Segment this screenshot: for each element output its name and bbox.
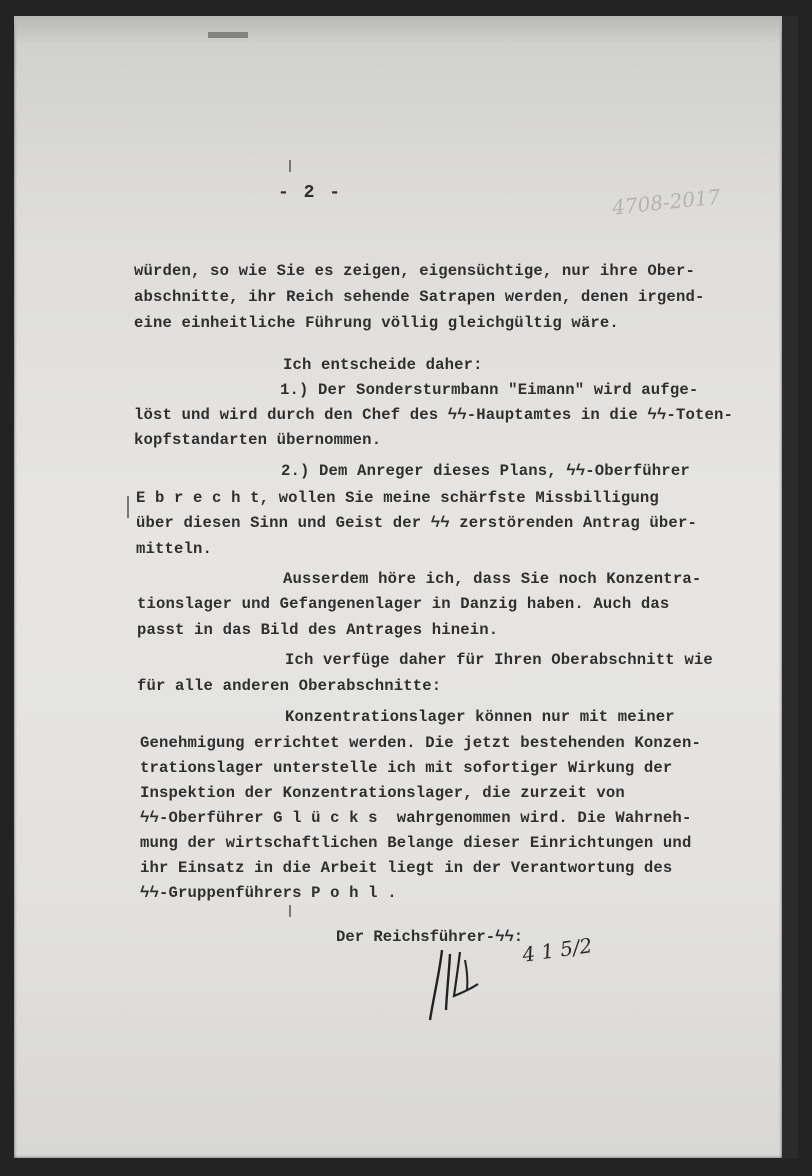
body-line: mitteln. — [136, 540, 213, 558]
body-line: Ich verfüge daher für Ihren Oberabschnitt wie — [285, 651, 713, 669]
margin-mark — [127, 496, 129, 518]
body-line: mung der wirtschaftlichen Belange dieser Einrichtungen und — [140, 834, 692, 852]
body-line: löst und wird durch den Chef des ϟϟ-Hauptamtes in die ϟϟ-Toten- — [134, 406, 733, 424]
ruler-tick — [289, 160, 291, 172]
body-line: kopfstandarten übernommen. — [134, 431, 382, 449]
body-line: 1.) Der Sondersturmbann "Eimann" wird aufge- — [280, 381, 699, 399]
ruler-tick — [289, 905, 291, 917]
body-line: Inspektion der Konzentrationslager, die zurzeit von — [140, 784, 625, 802]
archive-number: 4708-2017 — [611, 184, 722, 220]
body-line: tionslager und Gefangenenlager in Danzig haben. Auch das — [137, 595, 670, 613]
body-line: Genehmigung errichtet werden. Die jetzt bestehenden Konzen- — [140, 734, 701, 752]
body-line: eine einheitliche Führung völlig gleichgültig wäre. — [134, 314, 619, 332]
body-line: ϟϟ-Oberführer G l ü c k s wahrgenommen wird. Die Wahrneh- — [140, 809, 692, 827]
scan-border — [782, 16, 798, 1158]
handwritten-initials-date: 4 1 5/2 — [520, 933, 594, 967]
body-line: Ausserdem höre ich, dass Sie noch Konzentra- — [283, 570, 702, 588]
body-line: Ich entscheide daher: — [283, 356, 483, 374]
body-line: Konzentrationslager können nur mit meiner — [285, 708, 675, 726]
body-line: über diesen Sinn und Geist der ϟϟ zerstörenden Antrag über- — [136, 514, 697, 532]
body-line: würden, so wie Sie es zeigen, eigensüchtige, nur ihre Ober- — [134, 262, 695, 280]
body-line: abschnitte, ihr Reich sehende Satrapen werden, denen irgend- — [134, 288, 705, 306]
body-line: ihr Einsatz in die Arbeit liegt in der Verantwortung des — [140, 859, 673, 877]
body-line: für alle anderen Oberabschnitte: — [137, 677, 442, 695]
closing-signature-line: Der Reichsführer-ϟϟ: — [336, 928, 524, 946]
body-line: 2.) Dem Anreger dieses Plans, ϟϟ-Oberführer — [281, 462, 690, 480]
body-line: ϟϟ-Gruppenführers P o h l . — [140, 884, 397, 902]
body-line: passt in das Bild des Antrages hinein. — [137, 621, 499, 639]
page-number: - 2 - — [278, 183, 343, 203]
body-line: E b r e c h t, wollen Sie meine schärfste Missbilligung — [136, 489, 659, 507]
body-line: trationslager unterstelle ich mit sofortiger Wirkung der — [140, 759, 673, 777]
top-edge-mark — [208, 32, 248, 38]
page-top-shadow — [14, 16, 782, 44]
handwritten-signature — [420, 940, 520, 1030]
